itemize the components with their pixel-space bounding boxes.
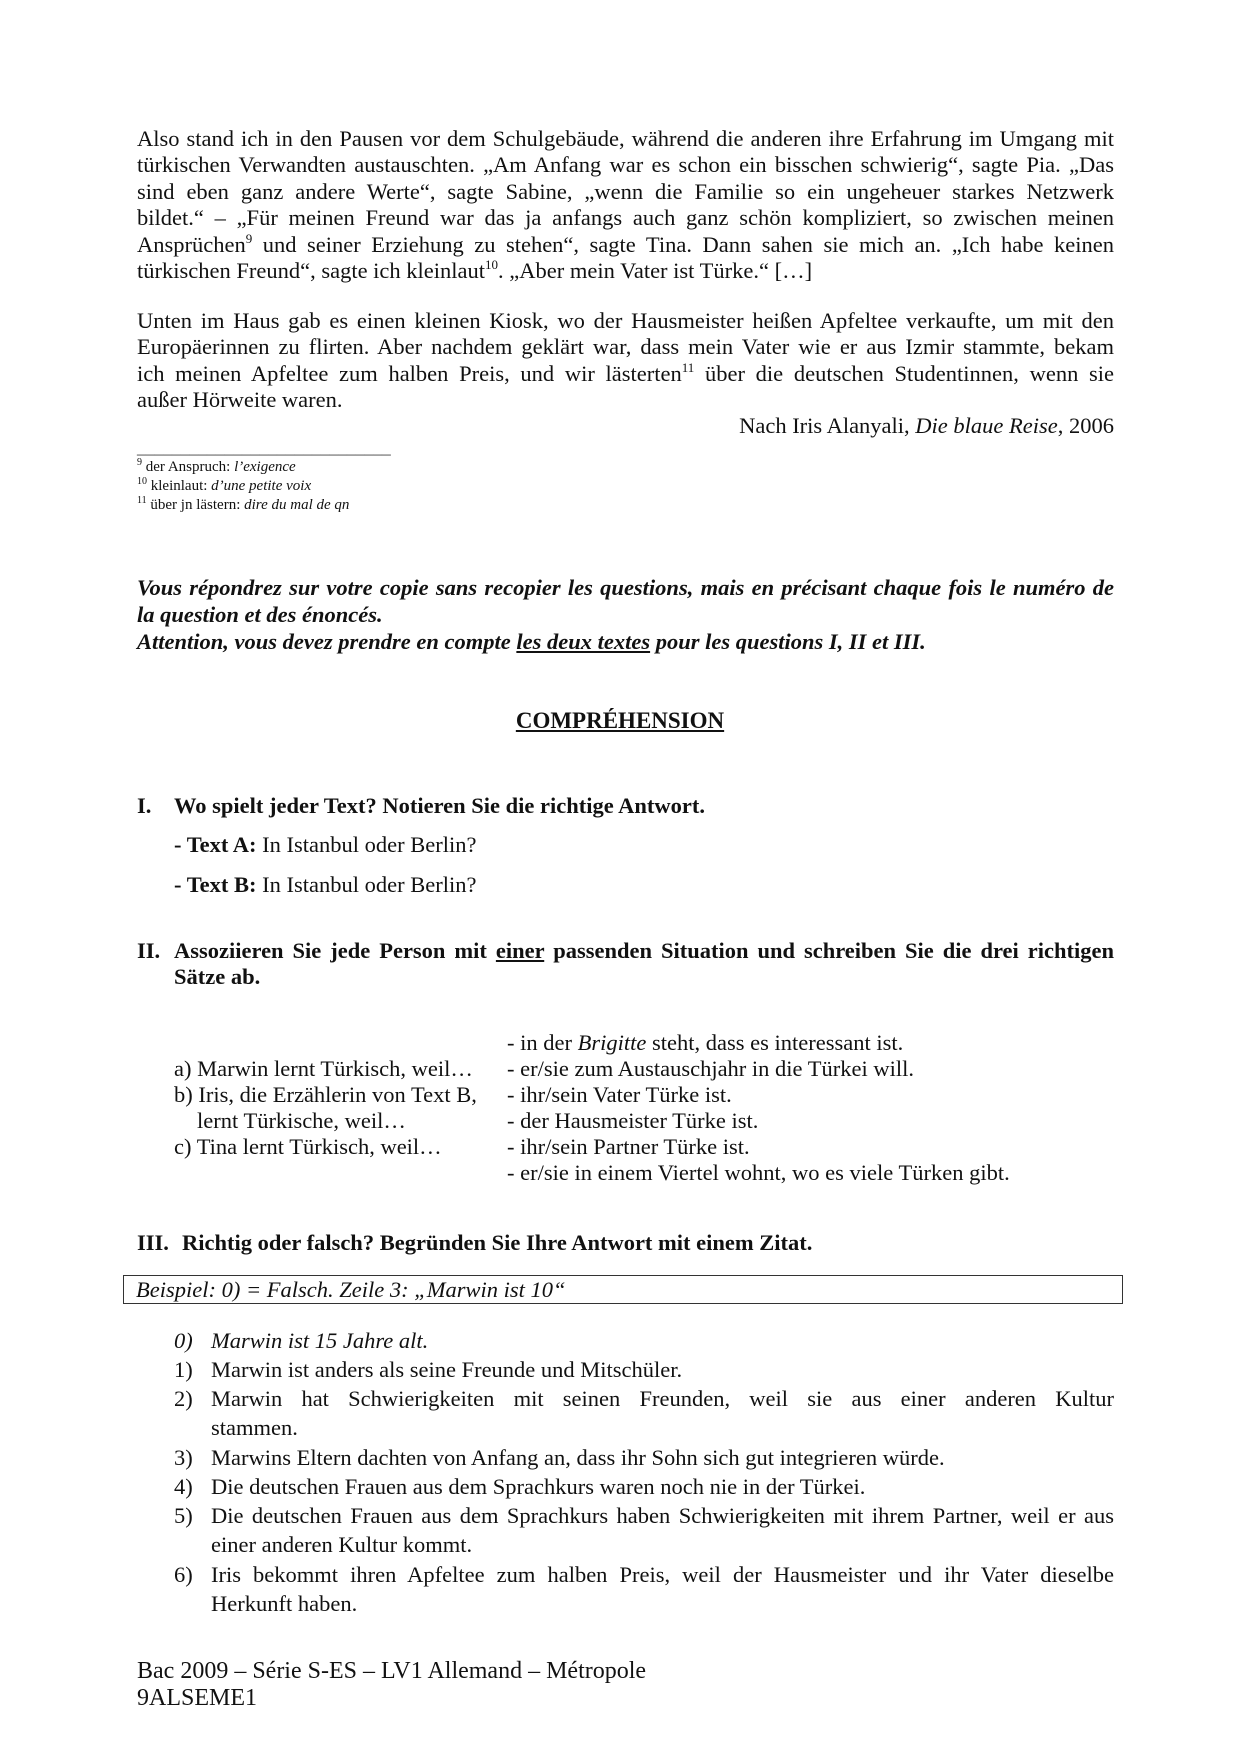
prompt-text: In Istanbul oder Berlin?: [256, 832, 477, 857]
instruction-emphasis: les deux textes: [516, 629, 651, 654]
footnote-ref: 9: [245, 230, 253, 246]
footnote-number: 10: [137, 476, 147, 487]
text-segment: über die deutschen Studentinnen, wenn sie: [694, 360, 1115, 386]
question-line: [174, 938, 1114, 964]
instruction-line: [137, 628, 1114, 655]
text-segment: ich meinen Apfeltee zum halben Preis, und wir lästerten: [137, 360, 682, 386]
footnote-ref: 10: [485, 257, 499, 273]
magazine-name: Brigitte: [577, 1030, 647, 1055]
text-line: Unten im Haus gab es einen kleinen Kiosk, wo der Hausmeister heißen Apfeltee verkaufte, um mit den: [137, 308, 1114, 333]
question-segment: passenden Situation und schreiben Sie die drei richtigen: [544, 938, 1114, 963]
example-text: Beispiel: 0) = Falsch. Zeile 3: „Marwin ist 10“: [136, 1277, 566, 1302]
footnote-term: über jn lästern:: [150, 497, 245, 513]
person-b: b) Iris, die Erzählerin von Text B,: [174, 1082, 477, 1107]
question-emphasis: einer: [495, 938, 545, 963]
statement-text: Marwin ist anders als seine Freunde und Mitschüler.: [211, 1357, 683, 1382]
situation-option: - er/sie zum Austauschjahr in die Türkei will.: [507, 1056, 914, 1081]
statement-number: 0): [174, 1328, 193, 1353]
text-b-prompt: [174, 872, 476, 898]
situation-option: - ihr/sein Vater Türke ist.: [507, 1082, 732, 1107]
question-number: I.: [137, 793, 152, 818]
situation-option: - ihr/sein Partner Türke ist.: [507, 1134, 750, 1159]
page-footer: [137, 1658, 646, 1712]
footnote: [137, 477, 349, 496]
question-number: III.: [137, 1230, 169, 1255]
situation-segment: - in der: [507, 1030, 578, 1055]
prompt-label: - Text A:: [174, 832, 257, 857]
instruction-segment: pour les questions I, II et III.: [650, 629, 926, 654]
person-c: c) Tina lernt Türkisch, weil…: [174, 1134, 442, 1159]
text-line: [137, 258, 1114, 284]
question-2: [137, 938, 1114, 1185]
statement-text: Marwin ist 15 Jahre alt.: [211, 1328, 429, 1353]
footnotes: [137, 458, 349, 515]
text-line: sind eben ganz andere Werte“, sagte Sabine, „wenn die Familie so ein ungeheuer starkes Netzwerk: [137, 178, 1114, 204]
text-paragraph-2: [137, 308, 1114, 414]
source-attribution: [137, 413, 1114, 439]
statement-text: einer anderen Kultur kommt.: [211, 1532, 473, 1557]
example-box: [123, 1275, 1123, 1304]
statement-text: Die deutschen Frauen aus dem Sprachkurs haben Schwierigkeiten mit ihrem Partner, weil er aus: [211, 1503, 1114, 1528]
question-line: Sätze ab.: [174, 964, 261, 990]
statement-list: [174, 1328, 1114, 1628]
text-line: türkischen Verwandten austauschten. „Am Anfang war es schon ein bisschen schwierig“, sagte Pia. „Das: [137, 152, 1114, 178]
footnote: [137, 458, 349, 477]
prompt-label: - Text B:: [174, 872, 257, 897]
instruction-line: Vous répondrez sur votre copie sans recopier les questions, mais en précisant chaque fois le numéro de: [137, 575, 1114, 600]
text-segment: türkischen Freund“, sagte ich kleinlaut: [137, 258, 486, 284]
statement-number: 6): [174, 1562, 193, 1587]
text-a-prompt: [174, 832, 476, 858]
question-text: Richtig oder falsch? Begründen Sie Ihre Antwort mit einem Zitat.: [182, 1230, 813, 1255]
statement-text: Herkunft haben.: [211, 1591, 358, 1616]
footer-code: 9ALSEME1: [137, 1685, 257, 1711]
statement-text: Marwin hat Schwierigkeiten mit seinen Freunden, weil sie aus einer anderen Kultur: [211, 1386, 1114, 1411]
text-line: [137, 361, 1114, 387]
text-line: Also stand ich in den Pausen vor dem Schulgebäude, während die anderen ihre Erfahrung im Umgang mit: [137, 126, 1114, 151]
statement-number: 4): [174, 1474, 193, 1499]
situation-option: [507, 1030, 903, 1056]
footnote-ref: 11: [681, 359, 695, 375]
footnote-translation: l’exigence: [234, 459, 296, 475]
prompt-text: In Istanbul oder Berlin?: [256, 872, 477, 897]
footnote-translation: dire du mal de qn: [244, 497, 350, 513]
footer-exam-title: Bac 2009 – Série S-ES – LV1 Allemand – Métropole: [137, 1658, 647, 1684]
footnote-term: kleinlaut:: [150, 478, 212, 494]
footnote-rule: _____________________________: [137, 437, 391, 457]
statement-number: 2): [174, 1386, 193, 1411]
text-line: bildet.“ – „Für meinen Freund war das ja anfangs auch ganz schön kompliziert, so zwischen meinen: [137, 205, 1114, 231]
instructions: [137, 574, 1114, 655]
text-segment: . „Aber mein Vater ist Türke.“ […]: [498, 258, 813, 284]
instruction-segment: Attention, vous devez prendre en compte: [137, 629, 517, 654]
statement-number: 5): [174, 1503, 193, 1528]
attribution-title: Die blaue Reise: [915, 413, 1058, 438]
situation-segment: steht, dass es interessant ist.: [646, 1030, 904, 1055]
text-segment: und seiner Erziehung zu stehen“, sagte Tina. Dann sahen sie mich an. „Ich habe keinen: [252, 231, 1114, 257]
statement-text: Iris bekommt ihren Apfeltee zum halben Preis, weil der Hausmeister und ihr Vater dieselbe: [211, 1562, 1114, 1587]
statement-text: stammen.: [211, 1415, 298, 1440]
question-text: Wo spielt jeder Text? Notieren Sie die richtige Antwort.: [174, 793, 705, 818]
situation-option: - der Hausmeister Türke ist.: [507, 1108, 759, 1133]
footnote-term: der Anspruch:: [145, 459, 235, 475]
person-a: a) Marwin lernt Türkisch, weil…: [174, 1056, 473, 1081]
statement-text: Die deutschen Frauen aus dem Sprachkurs waren noch nie in der Türkei.: [211, 1474, 866, 1499]
person-b-cont: lernt Türkische, weil…: [197, 1108, 406, 1133]
statement-number: 1): [174, 1357, 193, 1382]
text-paragraph-1: [137, 126, 1114, 284]
footnote-number: 11: [137, 495, 147, 506]
attribution-author: Nach Iris Alanyali,: [739, 413, 916, 438]
text-segment: Ansprüchen: [137, 231, 246, 257]
footnote-translation: d’une petite voix: [211, 478, 312, 494]
instruction-line: la question et des énoncés.: [137, 602, 383, 627]
situation-option: - er/sie in einem Viertel wohnt, wo es viele Türken gibt.: [507, 1160, 1010, 1185]
question-1: [137, 793, 1114, 903]
statement-number: 3): [174, 1445, 193, 1470]
question-segment: Assoziieren Sie jede Person mit: [174, 938, 496, 963]
text-line: Europäerinnen zu flirten. Aber nachdem geklärt war, dass mein Vater wie er aus Izmir stammte, bekam: [137, 334, 1114, 360]
question-text: [174, 938, 1114, 991]
text-line: außer Hörweite waren.: [137, 387, 343, 413]
section-title: COMPRÉHENSION: [515, 708, 725, 733]
question-number: II.: [137, 938, 161, 963]
footnote: [137, 496, 349, 515]
footnote-number: 9: [137, 457, 142, 468]
text-line: [137, 232, 1114, 258]
statement-text: Marwins Eltern dachten von Anfang an, dass ihr Sohn sich gut integrieren würde.: [211, 1445, 945, 1470]
attribution-year: , 2006: [1057, 413, 1114, 438]
